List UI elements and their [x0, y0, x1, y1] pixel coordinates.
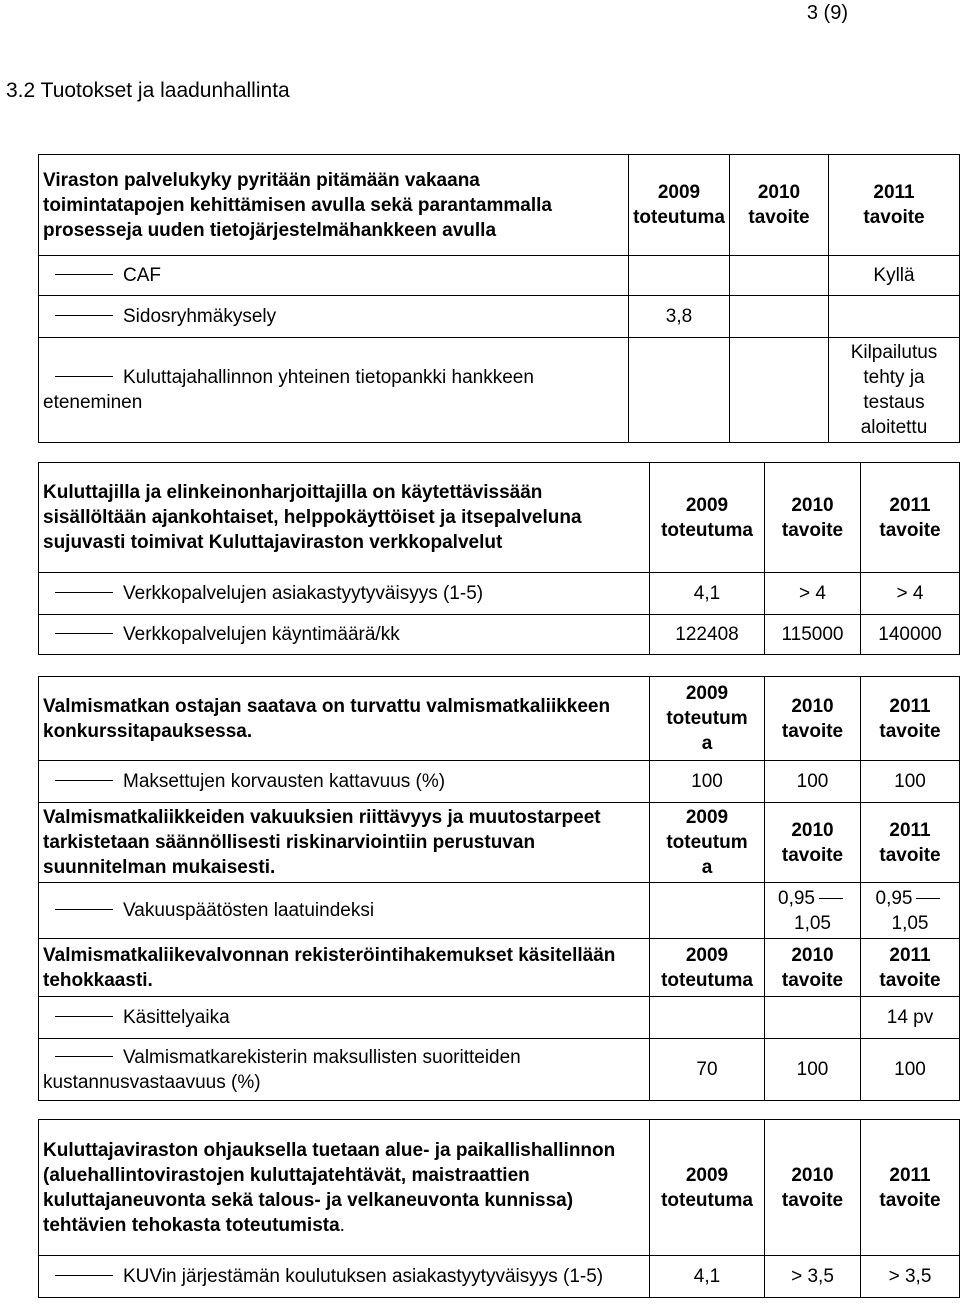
quality-index-2011: 0,95 1,05 [861, 883, 960, 939]
table3-head1-2011: 2011 tavoite [861, 677, 960, 761]
section-title: 3.2 Tuotokset ja laadunhallinta [6, 79, 290, 102]
quality-index-2010: 0,95 1,05 [765, 883, 861, 939]
table-web-services [38, 462, 960, 655]
table-row: Käsittelyaika 14 pv [39, 997, 960, 1039]
dash-icon [55, 1016, 113, 1017]
table-row [39, 883, 960, 939]
dash-icon [55, 633, 113, 634]
table-row: Verkkopalvelujen käyntimäärä/kk 122408 115000 140000 [39, 615, 960, 655]
row-label: Verkkopalvelujen asiakastyytyväisyys (1-5) [39, 573, 650, 615]
table2-heading: Kuluttajilla ja elinkeinonharjoittajilla on käytettävissään sisällöltään ajankohtaiset, helppokäyttöiset ja itsepalveluna sujuvasti toimivat Kuluttajaviraston verkkopalvelut [39, 463, 650, 573]
dash-icon [55, 376, 113, 377]
table-row: KUVin järjestämän koulutuksen asiakastyytyväisyys (1-5) 4,1 > 3,5 > 3,5 [39, 1256, 960, 1298]
dash-icon [55, 315, 113, 316]
row-label: Maksettujen korvausten kattavuus (%) [39, 761, 650, 803]
table-row [39, 338, 960, 443]
table2-col-2009: 2009 toteutuma [650, 463, 765, 573]
row-label: Kuluttajahallinnon yhteinen tietopankki hankkeen eteneminen [39, 338, 629, 443]
table3-head3-2009: 2009 toteutuma [650, 939, 765, 997]
table-package-travel [38, 676, 960, 1101]
table3-heading2: Valmismatkaliikkeiden vakuuksien riittävyys ja muutostarpeet tarkistetaan säännöllisesti riskinarviointiin perustuvan suunnitelman mukaisesti. [39, 803, 650, 883]
table2-col-2011: 2011 tavoite [861, 463, 960, 573]
table3-head2-2010: 2010 tavoite [765, 803, 861, 883]
table4-col-2009: 2009 toteutuma [650, 1120, 765, 1256]
page-number: 3 (9) [806, 2, 848, 24]
table-row: Verkkopalvelujen asiakastyytyväisyys (1-5) 4,1 > 4 > 4 [39, 573, 960, 615]
row-label: Vakuuspäätösten laatuindeksi [39, 883, 650, 939]
table3-head2-2009: 2009 toteutum a [650, 803, 765, 883]
dash-icon [55, 780, 113, 781]
dash-icon [55, 274, 113, 275]
row-label: KUVin järjestämän koulutuksen asiakastyytyväisyys (1-5) [39, 1256, 650, 1298]
dash-icon [55, 592, 113, 593]
table-regional-guidance [38, 1119, 960, 1298]
range-dash [916, 898, 940, 899]
table1-heading: Viraston palvelukyky pyritään pitämään vakaana toimintatapojen kehittämisen avulla sekä parantammalla prosesseja uuden tietojärjestelmähankkeen avulla [39, 155, 629, 256]
row-label: Verkkopalvelujen käyntimäärä/kk [39, 615, 650, 655]
table4-col-2011: 2011 tavoite [861, 1120, 960, 1256]
table3-head2-2011: 2011 tavoite [861, 803, 960, 883]
databank-target-2011: Kilpailutus tehty ja testaus aloitettu [829, 338, 960, 443]
row-label: Käsittelyaika [39, 997, 650, 1039]
table3-head3-2010: 2010 tavoite [765, 939, 861, 997]
table3-head1-2010: 2010 tavoite [765, 677, 861, 761]
table-row: Maksettujen korvausten kattavuus (%) 100 100 100 [39, 761, 960, 803]
table-service-capacity [38, 154, 960, 443]
table2-col-2010: 2010 tavoite [765, 463, 861, 573]
dash-icon [55, 1275, 113, 1276]
table1-col-2010: 2010 tavoite [730, 155, 829, 256]
table-row [39, 296, 960, 338]
dash-icon [55, 1056, 113, 1057]
table4-heading: Kuluttajaviraston ohjauksella tuetaan alue- ja paikallishallinnon (aluehallintovirastojen kuluttajatehtävät, maistraattien kuluttajaneuvonta sekä talous- ja velkaneuvonta kunnissa) tehtävien tehokasta toteutumista. [39, 1120, 650, 1256]
table3-heading1: Valmismatkan ostajan saatava on turvattu valmismatkaliikkeen konkurssitapauksessa. [39, 677, 650, 761]
table4-col-2010: 2010 tavoite [765, 1120, 861, 1256]
row-label: CAF [39, 256, 629, 296]
table3-head1-2009: 2009 toteutum a [650, 677, 765, 761]
table-row [39, 256, 960, 296]
table1-col-2011: 2011 tavoite [829, 155, 960, 256]
range-dash [819, 898, 843, 899]
dash-icon [55, 909, 113, 910]
row-label: Valmismatkarekisterin maksullisten suoritteiden kustannusvastaavuus (%) [39, 1039, 650, 1101]
caf-target-2011: Kyllä [829, 256, 960, 296]
survey-2009: 3,8 [629, 296, 730, 338]
table3-head3-2011: 2011 tavoite [861, 939, 960, 997]
table3-heading3: Valmismatkaliikevalvonnan rekisteröintihakemukset käsitellään tehokkaasti. [39, 939, 650, 997]
row-label: Sidosryhmäkysely [39, 296, 629, 338]
table1-col-2009: 2009 toteutuma [629, 155, 730, 256]
table-row: Valmismatkarekisterin maksullisten suoritteiden kustannusvastaavuus (%) 70 100 100 [39, 1039, 960, 1101]
